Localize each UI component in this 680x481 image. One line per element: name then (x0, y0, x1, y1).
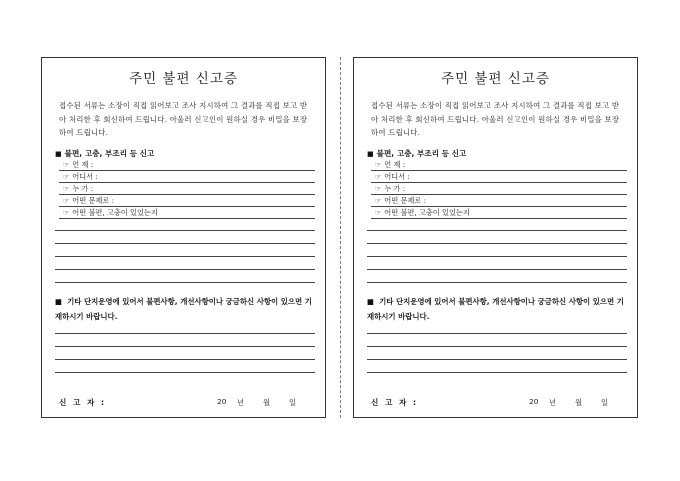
date-day-unit: 일 (289, 398, 297, 407)
write-line[interactable] (367, 282, 627, 283)
write-line[interactable] (367, 243, 627, 244)
write-line[interactable] (367, 346, 627, 347)
write-line[interactable] (367, 359, 627, 360)
pointing-hand-icon: ☞ (375, 197, 382, 205)
question-when[interactable] (371, 159, 627, 171)
question-who[interactable] (371, 183, 627, 195)
section2-body: 기타 단지운영에 있어서 불편사항, 개선사항이나 궁금하신 사항이 있으면 기재하시기 바랍니다. (367, 297, 624, 321)
write-line[interactable] (55, 372, 315, 373)
write-line[interactable] (367, 372, 627, 373)
write-line[interactable] (367, 333, 627, 334)
date-month-unit: 월 (575, 398, 583, 407)
write-line[interactable] (55, 359, 315, 360)
question-label: 어떤 불편, 고충이 있었는지 (72, 208, 158, 217)
write-line[interactable] (367, 256, 627, 257)
question-who[interactable] (59, 183, 315, 195)
reporter-label: 신 고 자 : (371, 398, 418, 407)
pointing-hand-icon: ☞ (63, 197, 70, 205)
square-bullet-icon: ■ (367, 297, 380, 306)
date-month-unit: 월 (263, 398, 271, 407)
question-where[interactable] (59, 171, 315, 183)
question-label: 어떤 문제로 : (72, 196, 114, 205)
pointing-hand-icon: ☞ (375, 173, 382, 181)
form-title: 주민 불편 신고증 (441, 71, 550, 87)
section1-heading-text: 불편, 고충, 부조리 등 신고 (64, 149, 155, 158)
section1-heading (367, 148, 466, 159)
pointing-hand-icon: ☞ (375, 161, 382, 169)
question-label: 어떤 문제로 : (384, 196, 426, 205)
pointing-hand-icon: ☞ (63, 185, 70, 193)
question-which-complaint[interactable] (371, 207, 627, 219)
section1-heading-text: 불편, 고충, 부조리 등 신고 (376, 149, 467, 158)
section2-text (367, 294, 629, 324)
form-intro: 접수된 서류는 소장이 직접 읽어보고 조사 지시하여 그 결과를 직접 보고 받아 처리한 후 회신하여 드립니다. 아울러 신고인이 원하실 경우 비밀을 보장하여 드립니다. (371, 101, 620, 137)
question-when[interactable] (59, 159, 315, 171)
date-day-unit: 일 (601, 398, 609, 407)
section1-heading (55, 148, 154, 159)
question-which-complaint[interactable] (59, 207, 315, 219)
write-line[interactable] (367, 230, 627, 231)
square-bullet-icon: ■ (55, 297, 68, 306)
question-what-problem[interactable] (59, 195, 315, 207)
question-label: 어디서 : (384, 172, 410, 181)
pointing-hand-icon: ☞ (63, 173, 70, 181)
question-label: 어디서 : (72, 172, 98, 181)
write-line[interactable] (55, 269, 315, 270)
write-line[interactable] (367, 269, 627, 270)
cut-line (340, 57, 341, 418)
question-what-problem[interactable] (371, 195, 627, 207)
complaint-form-right (353, 57, 638, 418)
write-line[interactable] (55, 230, 315, 231)
question-label: 언 제 : (384, 160, 406, 169)
section2-text (55, 294, 317, 324)
section2-body: 기타 단지운영에 있어서 불편사항, 개선사항이나 궁금하신 사항이 있으면 기재하시기 바랍니다. (55, 297, 312, 321)
question-label: 누 가 : (384, 184, 406, 193)
reporter-label: 신 고 자 : (59, 398, 106, 407)
form-title: 주민 불편 신고증 (129, 71, 238, 87)
question-label: 언 제 : (72, 160, 94, 169)
write-line[interactable] (55, 282, 315, 283)
date-year: 20 (217, 397, 227, 406)
write-line[interactable] (55, 243, 315, 244)
square-bullet-icon: ■ (367, 150, 374, 158)
write-line[interactable] (55, 256, 315, 257)
form-intro: 접수된 서류는 소장이 직접 읽어보고 조사 지시하여 그 결과를 직접 보고 받아 처리한 후 회신하여 드립니다. 아울러 신고인이 원하실 경우 비밀을 보장하여 드립니다. (59, 101, 308, 137)
pointing-hand-icon: ☞ (375, 209, 382, 217)
date-year-unit: 년 (549, 398, 557, 407)
date-year-unit: 년 (237, 398, 245, 407)
complaint-form-left (41, 57, 326, 418)
date-year: 20 (529, 397, 539, 406)
pointing-hand-icon: ☞ (375, 185, 382, 193)
question-label: 어떤 불편, 고충이 있었는지 (384, 208, 470, 217)
pointing-hand-icon: ☞ (63, 209, 70, 217)
question-where[interactable] (371, 171, 627, 183)
question-label: 누 가 : (72, 184, 94, 193)
write-line[interactable] (55, 333, 315, 334)
pointing-hand-icon: ☞ (63, 161, 70, 169)
square-bullet-icon: ■ (55, 150, 62, 158)
write-line[interactable] (55, 346, 315, 347)
